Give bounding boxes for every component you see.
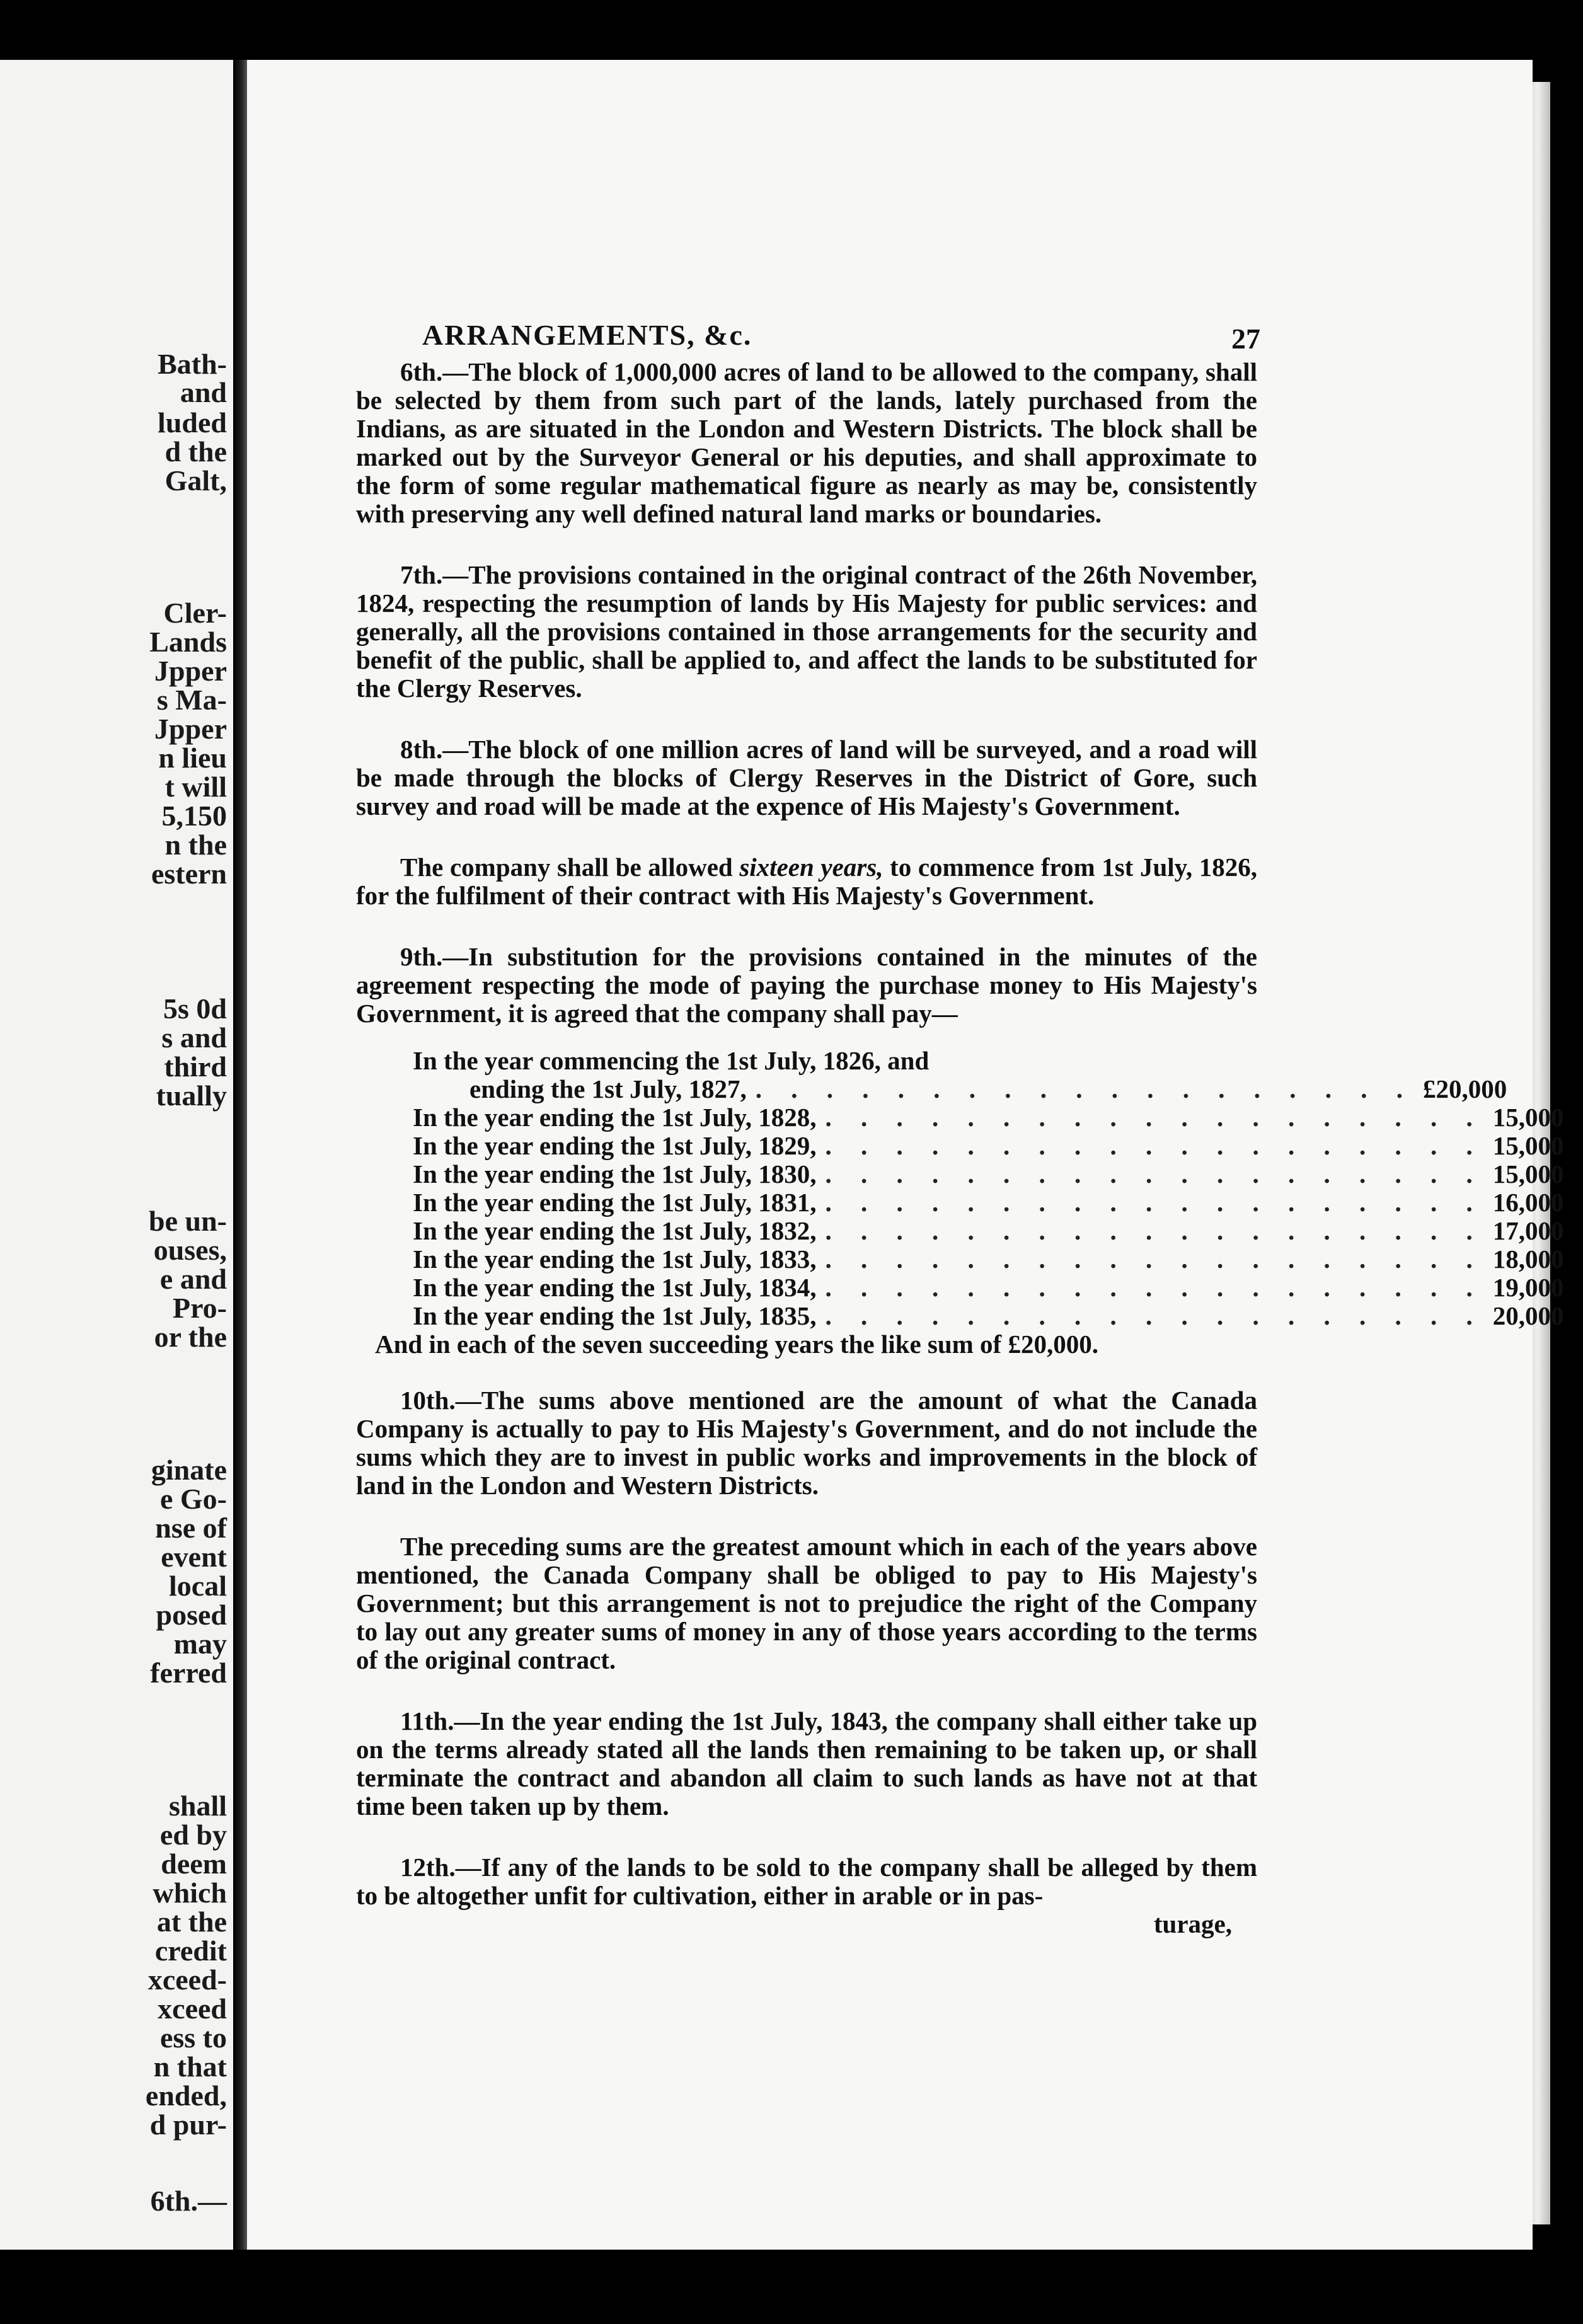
left-page-fragment: n that <box>153 2051 227 2083</box>
left-page-fragment: third <box>164 1050 227 1083</box>
schedule-row <box>356 1245 1564 1274</box>
left-page-fragment: e and <box>159 1263 227 1295</box>
schedule-row <box>356 1103 1564 1132</box>
schedule-row-amount: £20,000 <box>1422 1074 1507 1103</box>
schedule-row-label: In the year ending the 1st July, 1833, <box>413 1245 817 1274</box>
left-page-fragment: 5s 0d <box>163 992 227 1025</box>
leader-dots: . . . . . . . . . . . . . . . . . . . <box>825 1103 1484 1132</box>
schedule-row <box>356 1074 1507 1103</box>
left-page-fragment: ed by <box>159 1819 227 1851</box>
left-page-fragment: Galt, <box>164 464 227 497</box>
schedule-row-amount: 20,000 <box>1492 1301 1564 1330</box>
left-page-fragment: d the <box>164 435 227 468</box>
left-page-fragment: ouses, <box>153 1234 227 1266</box>
leader-dots: . . . . . . . . . . . . . . . . . . . <box>825 1245 1484 1274</box>
catchword: turage, <box>1153 1909 1232 1938</box>
schedule-row-amount: 16,000 <box>1492 1188 1564 1217</box>
leader-dots: . . . . . . . . . . . . . . . . . . . <box>825 1273 1484 1302</box>
left-page-fragment: which <box>153 1877 227 1909</box>
left-page-fragment: xceed <box>158 1993 227 2025</box>
schedule-intro: In the year commencing the 1st July, 1826, and <box>413 1046 930 1075</box>
left-page-fragment: ginate <box>151 1454 227 1486</box>
page-body <box>356 357 1564 1938</box>
schedule-row-label: In the year ending the 1st July, 1831, <box>413 1188 817 1217</box>
schedule-row-label: In the year ending the 1st July, 1829, <box>413 1131 817 1160</box>
schedule-row-amount: 15,000 <box>1492 1103 1564 1132</box>
schedule-row <box>356 1301 1564 1330</box>
left-page-fragment: n the <box>164 829 227 861</box>
left-page-fragment: e Go- <box>159 1483 227 1515</box>
schedule-row-amount: 15,000 <box>1492 1131 1564 1160</box>
leader-dots: . . . . . . . . . . . . . . . . . . . <box>825 1131 1484 1160</box>
schedule-row-amount: 19,000 <box>1492 1273 1564 1302</box>
schedule-row <box>356 1159 1564 1188</box>
paragraph-preceding-sums: The preceding sums are the greatest amount which in each of the years above mentioned, the Canada Company shall be obliged to pay to His Majesty's Government; but this arrangement is not to prejudice the right of the Company to lay out any greater sums of money in any of those years according to the terms of the original contract. <box>356 1532 1257 1674</box>
schedule-row-amount: 18,000 <box>1492 1245 1564 1274</box>
schedule-row-label: In the year ending the 1st July, 1835, <box>413 1301 817 1330</box>
left-page-fragment: n lieu <box>158 742 227 774</box>
paragraph-12th: 12th.—If any of the lands to be sold to the company shall be alleged by them to be altogether unfit for cultivation, either in arable or in pas- <box>356 1853 1257 1910</box>
left-page-fragment: 6th.— <box>150 2185 227 2217</box>
left-page-fragment: tually <box>156 1079 227 1112</box>
left-page-fragment: Lands <box>149 626 227 658</box>
schedule-row-label: In the year ending the 1st July, 1834, <box>413 1273 817 1302</box>
left-page-fragment: s Ma- <box>156 684 227 716</box>
schedule-row-amount: 17,000 <box>1492 1216 1564 1245</box>
schedule-row-label: ending the 1st July, 1827, <box>469 1074 747 1103</box>
left-page-fragment: Jpper <box>154 655 227 687</box>
leader-dots: . . . . . . . . . . . . . . . . . . . <box>825 1216 1484 1245</box>
left-page-fragment: nse of <box>155 1512 227 1544</box>
schedule-row-label: In the year ending the 1st July, 1832, <box>413 1216 817 1245</box>
sixteen-years-text-b: to commence from 1st July, 1826, for the fulfilment of their contract with His Majesty's Government. <box>356 853 1257 910</box>
paragraph-11th: 11th.—In the year ending the 1st July, 1843, the company shall either take up on the terms already stated all the lands then remaining to be taken up, or shall terminate the contract and abandon all claim to such lands as have not at that time been taken up by them. <box>356 1706 1257 1821</box>
left-page-fragment: 5,150 <box>161 800 227 832</box>
left-page-fragment: ferred <box>150 1657 227 1689</box>
left-page-fragment: be un- <box>149 1205 227 1237</box>
paragraph-8th: 8th.—The block of one million acres of land will be surveyed, and a road will be made through the blocks of Clergy Reserves in the District of Gore, such survey and road will be made at the expence of His Majesty's Government. <box>356 735 1257 820</box>
running-head: ARRANGEMENTS, &c. <box>422 319 752 351</box>
paragraph-sixteen-years <box>356 853 1257 910</box>
left-page-fragment: and <box>180 376 227 408</box>
left-page-fragment: xceed- <box>147 1964 227 1996</box>
left-page-fragment: luded <box>158 406 227 439</box>
paragraph-6th: 6th.—The block of 1,000,000 acres of land to be allowed to the company, shall be selected by them from such part of the lands, lately purchased from the Indians, as are situated in the London and Western Districts. The block shall be marked out by the Surveyor General or his deputies, and shall approximate to the form of some regular mathematical figure as nearly as may be, consistently with preserving any well defined natural land marks or boundaries. <box>356 357 1257 528</box>
paragraph-9th: 9th.—In substitution for the provisions contained in the minutes of the agreement respecting the mode of paying the purchase money to His Majesty's Government, it is agreed that the company shall pay— <box>356 942 1257 1028</box>
leader-dots: . . . . . . . . . . . . . . . . . . . <box>825 1159 1484 1188</box>
paragraph-10th: 10th.—The sums above mentioned are the amount of what the Canada Company is actually to pay to His Majesty's Government, and do not include the sums which they are to invest in public works and improvements in the block of land in the London and Western Districts. <box>356 1386 1257 1500</box>
left-page-fragment: at the <box>156 1906 227 1938</box>
left-page-fragment: local <box>169 1570 227 1602</box>
left-page-fragment: ess to <box>159 2022 227 2054</box>
left-page-fragment: credit <box>154 1935 227 1967</box>
schedule-row-label: In the year ending the 1st July, 1828, <box>413 1103 817 1132</box>
paragraph-7th: 7th.—The provisions contained in the original contract of the 26th November, 1824, respecting the resumption of lands by His Majesty for public services: and generally, all the provisions contained in those arrangements for the security and benefit of the public, shall be applied to, and affect the lands to be substituted for the Clergy Reserves. <box>356 560 1257 703</box>
payment-schedule <box>356 1046 1564 1359</box>
left-page-fragment: posed <box>156 1599 227 1631</box>
schedule-row <box>356 1273 1564 1302</box>
left-page-fragment: may <box>173 1628 227 1660</box>
book-gutter <box>233 60 247 2250</box>
page-header <box>422 318 1260 356</box>
sixteen-years-text-a: The company shall be allowed <box>400 853 740 882</box>
left-page-fragment: Cler- <box>163 597 227 629</box>
sixteen-years-emphasis: sixteen years, <box>739 853 884 882</box>
schedule-tail: And in each of the seven succeeding years the like sum of £20,000. <box>375 1330 1098 1359</box>
leader-dots: . . . . . . . . . . . . . . . . . . . <box>825 1188 1484 1217</box>
left-page-fragment: d pur- <box>149 2108 227 2141</box>
leader-dots: . . . . . . . . . . . . . . . . . . . <box>825 1301 1484 1330</box>
left-page-fragment: Bath- <box>158 348 227 380</box>
left-page-fragment: shall <box>168 1790 227 1822</box>
left-page-fragment: event <box>161 1541 227 1573</box>
page-number: 27 <box>1231 323 1260 355</box>
schedule-row-label: In the year ending the 1st July, 1830, <box>413 1159 817 1188</box>
left-facing-page <box>0 60 233 2250</box>
left-page-fragment: or the <box>154 1321 227 1353</box>
left-page-fragment: ended, <box>145 2080 227 2112</box>
left-page-fragment: Pro- <box>172 1292 227 1324</box>
leader-dots: . . . . . . . . . . . . . . . . . . . <box>755 1074 1414 1103</box>
schedule-row <box>356 1188 1564 1217</box>
schedule-row <box>356 1131 1564 1160</box>
left-page-fragment: Jpper <box>154 713 227 745</box>
left-page-fragment: deem <box>161 1848 227 1880</box>
left-page-fragment: estern <box>151 858 227 890</box>
schedule-row <box>356 1216 1564 1245</box>
left-page-fragment: t will <box>164 771 227 803</box>
left-page-fragment: s and <box>161 1021 227 1054</box>
schedule-row-amount: 15,000 <box>1492 1159 1564 1188</box>
